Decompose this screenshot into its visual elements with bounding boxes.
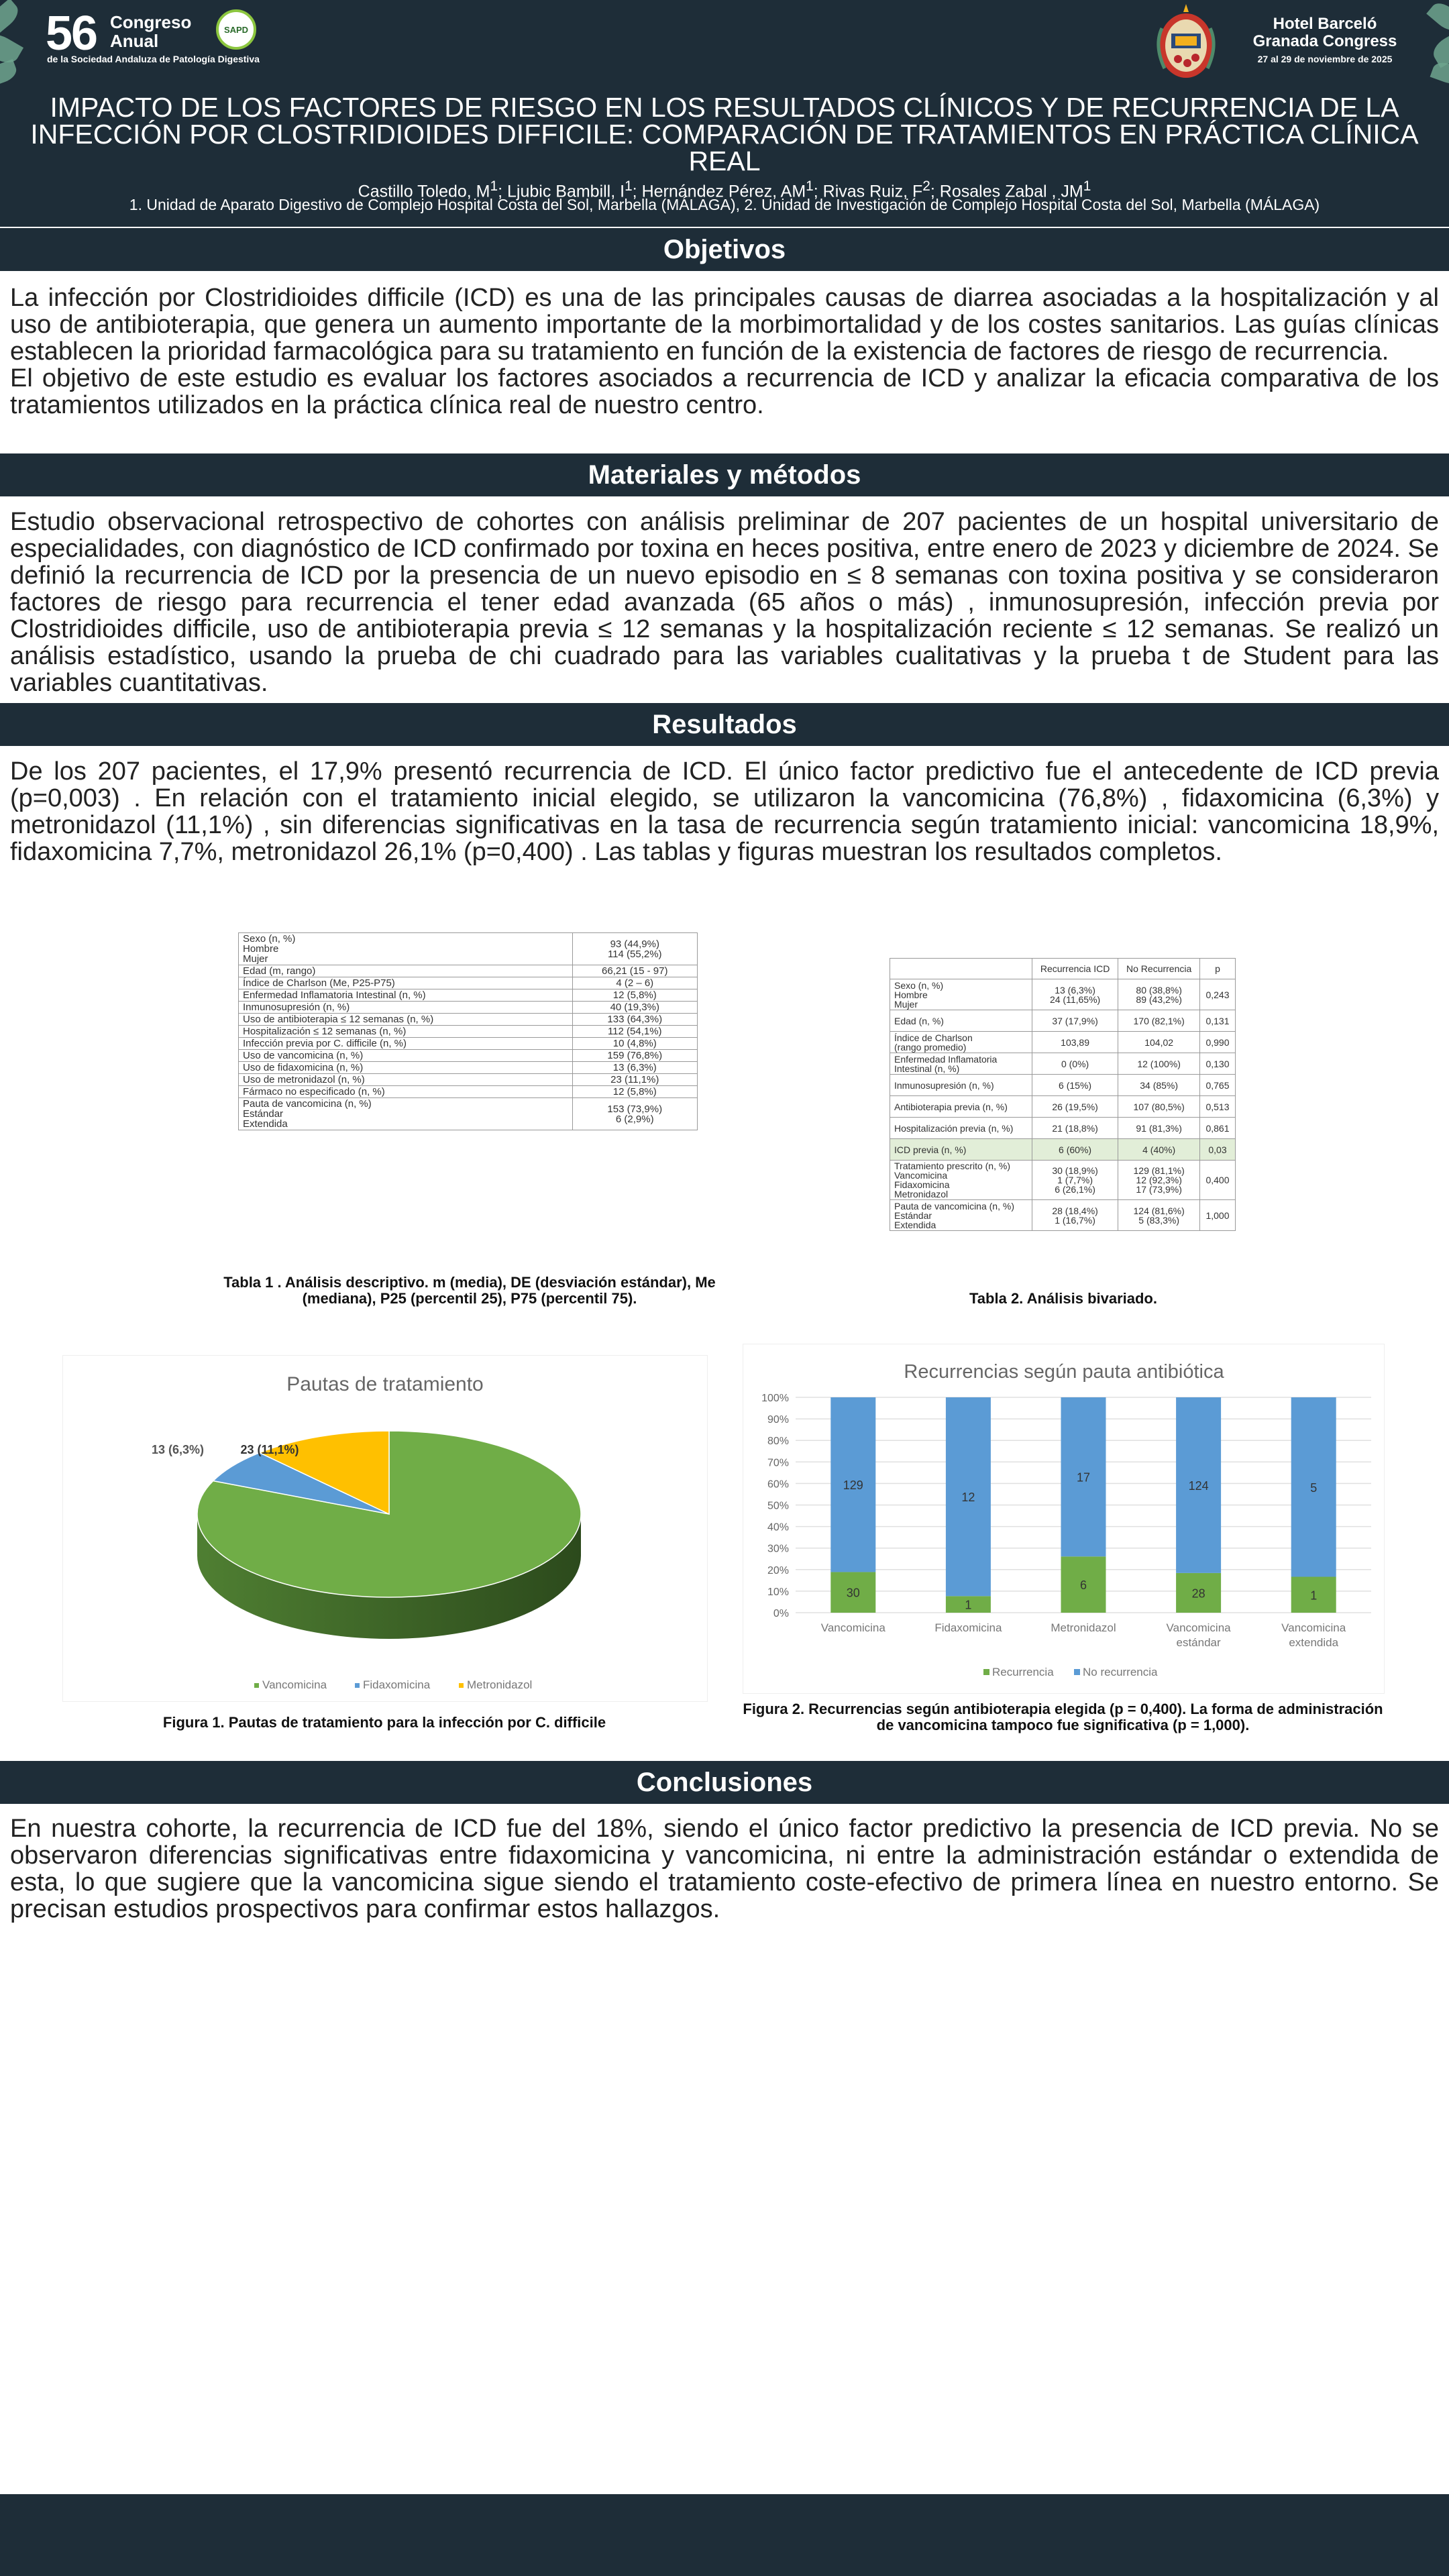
pie-data-label: 23 (11,1%) — [240, 1443, 299, 1456]
table-row — [890, 979, 1236, 1010]
table-row — [890, 1139, 1236, 1161]
table-cell: 37 (17,9%) — [1032, 1010, 1118, 1032]
sapd-logo-icon — [216, 9, 256, 50]
table-cell: 107 (80,5%) — [1118, 1096, 1200, 1118]
table-cell: Uso de vancomicina (n, %) — [239, 1050, 573, 1062]
table-cell: Inmunosupresión (n, %) — [890, 1075, 1032, 1096]
x-tick-label: Metronidazol — [1051, 1621, 1116, 1634]
author-affiliation: 1 — [806, 178, 814, 194]
y-tick-label: 50% — [767, 1500, 789, 1512]
bar-data-label: 1 — [1310, 1589, 1318, 1603]
pie-data-label: 159 (76,8%) — [580, 1566, 646, 1580]
granada-emblem-icon — [1148, 1, 1224, 80]
table-cell: 0,513 — [1199, 1096, 1235, 1118]
y-tick-label: 100% — [761, 1393, 789, 1404]
bar-data-label: 30 — [846, 1586, 860, 1600]
author: Hernández Pérez, AM — [641, 182, 806, 201]
bar-data-label: 129 — [843, 1479, 863, 1493]
poster-title: IMPACTO DE LOS FACTORES DE RIESGO EN LOS RESULTADOS CLÍNICOS Y DE RECURRENCIA DE LA INFECCIÓN POR CLOSTRIDIOIDES DIFFICILE: COMPARACIÓN DE TRATAMIENTOS EN PRÁCTICA CLÍNICA REAL — [30, 92, 1419, 176]
sapd-logo-text: SAPD — [223, 24, 249, 35]
congress-dates: 27 al 29 de noviembre de 2025 — [1257, 54, 1393, 64]
table-cell: Pauta de vancomicina (n, %) Estándar Extendida — [239, 1098, 573, 1130]
table-cell: 159 (76,8%) — [572, 1050, 697, 1062]
legend-swatch — [983, 1669, 989, 1675]
table-cell: 103,89 — [1032, 1032, 1118, 1053]
y-tick-label: 30% — [767, 1543, 789, 1555]
table-cell: 4 (40%) — [1118, 1139, 1200, 1161]
table-cell: Enfermedad Inflamatoria Intestinal (n, %) — [890, 1053, 1032, 1075]
table-cell: ICD previa (n, %) — [890, 1139, 1032, 1161]
x-tick-label: Vancomicina estándar — [1166, 1621, 1231, 1649]
table-row — [239, 1086, 698, 1098]
leaf-decoration-icon — [0, 0, 23, 36]
table-cell: 0,990 — [1199, 1032, 1235, 1053]
table-row — [890, 1200, 1236, 1231]
objetivos-paragraph-2: El objetivo de este estudio es evaluar los factores asociados a recurrencia de ICD y analizar la eficacia comparativa de los tratamientos utilizados en la práctica clínica real de nuestro centro. — [10, 364, 1439, 419]
pie-data-label: 13 (6,3%) — [151, 1443, 204, 1456]
legend-label: Fidaxomicina — [363, 1678, 431, 1691]
table-cell: 6 (15%) — [1032, 1075, 1118, 1096]
table-cell: Índice de Charlson (rango promedio) — [890, 1032, 1032, 1053]
author-affiliation: 1 — [1083, 178, 1091, 194]
table-row — [239, 933, 698, 965]
table-cell: 0,243 — [1199, 979, 1235, 1010]
table-cell: 1,000 — [1199, 1200, 1235, 1231]
table-cell: Enfermedad Inflamatoria Intestinal (n, %) — [239, 989, 573, 1002]
table-cell: 21 (18,8%) — [1032, 1118, 1118, 1139]
congress-word1: Congreso — [110, 12, 192, 32]
society-name: de la Sociedad Andaluza de Patología Digestiva — [47, 54, 260, 64]
table-row — [239, 1050, 698, 1062]
table-cell: 0,130 — [1199, 1053, 1235, 1075]
authors: Castillo Toledo, $M^1$; Ljubic Bambill, $I^1$; Hernández Pérez, $AM^1$; Rivas Ruiz, $F^2$; Rosales Zabal , $JM^1$ — [358, 178, 1091, 201]
legend-swatch — [254, 1683, 259, 1688]
table-cell: 153 (73,9%) 6 (2,9%) — [572, 1098, 697, 1130]
x-tick-label: Fidaxomicina — [934, 1621, 1002, 1634]
bar-data-label: 6 — [1079, 1578, 1087, 1593]
venue-line2: Granada Congress — [1252, 32, 1397, 50]
table-cell: Tratamiento prescrito (n, %) Vancomicina Fidaxomicina Metronidazol — [890, 1161, 1032, 1200]
table-row — [239, 1002, 698, 1014]
affiliations: 1. Unidad de Aparato Digestivo de Complejo Hospital Costa del Sol, Marbella (MÁLAGA), 2. Unidad de Investigación de Complejo Hospital Costa del Sol, Marbella (MÁLAGA) — [129, 196, 1320, 213]
legend-swatch — [1074, 1669, 1080, 1675]
table-cell: Uso de fidaxomicina (n, %) — [239, 1062, 573, 1074]
section-header-metodos: Materiales y métodos — [0, 453, 1449, 496]
table-row — [890, 1075, 1236, 1096]
table-cell: 10 (4,8%) — [572, 1038, 697, 1050]
table-cell: 12 (5,8%) — [572, 989, 697, 1002]
objetivos-paragraph-1: La infección por Clostridioides difficile (ICD) es una de las principales causas de diarrea asociadas a la hospitalización y al uso de antibioterapia, que genera un aumento importante de la morbimortalidad y de los costes sanitarios. Las guías clínicas establecen la prioridad farmacológica para su tratamiento en función de la existencia de factores de riesgo de recurrencia. — [10, 284, 1439, 366]
table-row — [890, 1118, 1236, 1139]
section-header-objetivos: Objetivos — [0, 228, 1449, 271]
poster-footer — [0, 2494, 1449, 2576]
table-cell: 124 (81,6%) 5 (83,3%) — [1118, 1200, 1200, 1231]
stacked-bar-chart — [743, 1344, 1384, 1693]
table-cell: 0,861 — [1199, 1118, 1235, 1139]
table-cell: 104,02 — [1118, 1032, 1200, 1053]
y-tick-label: 40% — [767, 1521, 789, 1534]
table-cell: 40 (19,3%) — [572, 1002, 697, 1014]
table-row — [890, 1096, 1236, 1118]
author: Ljubic Bambill, I — [507, 182, 625, 201]
y-tick-label: 0% — [773, 1608, 789, 1619]
resultados-text: De los 207 pacientes, el 17,9% presentó recurrencia de ICD. El único factor predictivo fue el antecedente de ICD previa (p=0,003) . En relación con el tratamiento inicial elegido, se utilizaron la vancomicina (76,8%) , fidaxomicina (6,3%) y metronidazol (11,1%) , sin diferencias significativas en la tasa de recurrencia según tratamiento inicial: vancomicina 18,9%, fidaxomicina 7,7%, metronidazol 26,1% (p=0,400) . Las tablas y figuras muestran los resultados completos. — [10, 757, 1439, 866]
venue-line1: Hotel Barceló — [1273, 15, 1377, 33]
legend-swatch — [459, 1683, 464, 1688]
bar-data-label: 124 — [1188, 1479, 1209, 1493]
leaf-decoration-icon — [1426, 0, 1449, 36]
column-header — [890, 959, 1032, 979]
table-cell: 129 (81,1%) 12 (92,3%) 17 (73,9%) — [1118, 1161, 1200, 1200]
author-affiliation: 1 — [625, 178, 633, 194]
table-cell: Sexo (n, %) Hombre Mujer — [890, 979, 1032, 1010]
y-tick-label: 60% — [767, 1479, 789, 1491]
y-tick-label: 70% — [767, 1457, 789, 1469]
leaf-decoration-icon — [1429, 30, 1449, 68]
poster-header — [0, 0, 1449, 227]
congress-number: 56 — [46, 7, 97, 60]
table-cell: 0,400 — [1199, 1161, 1235, 1200]
table-row — [239, 1098, 698, 1130]
leaf-decoration-icon — [1430, 59, 1449, 87]
author-affiliation: 2 — [922, 178, 930, 194]
table-cell: 93 (44,9%) 114 (55,2%) — [572, 933, 697, 965]
conclusiones-text: En nuestra cohorte, la recurrencia de ICD fue del 18%, siendo el único factor predictivo la presencia de ICD previa. No se observaron diferencias significativas entre fidaxomicina y vancomicina, ni entre la administración estándar o extendida de esta, lo que sugiere que la vancomicina sigue siendo el tratamiento coste-efectivo de primera línea en nuestro entorno. Se precisan estudios prospectivos para confirmar estos hallazgos. — [10, 1815, 1439, 1923]
figure-bar-chart — [743, 1344, 1385, 1694]
table-row — [890, 1161, 1236, 1200]
table-cell: Uso de metronidazol (n, %) — [239, 1074, 573, 1086]
figure1-caption: Figura 1. Pautas de tratamiento para la infección por C. difficile — [162, 1714, 606, 1731]
table-cell: 91 (81,3%) — [1118, 1118, 1200, 1139]
x-tick-label: Vancomicina — [820, 1621, 885, 1634]
chart-title: Recurrencias según pauta antibiótica — [904, 1361, 1224, 1383]
table-cell: Infección previa por C. difficile (n, %) — [239, 1038, 573, 1050]
table-cell: 0 (0%) — [1032, 1053, 1118, 1075]
bar-data-label: 5 — [1310, 1481, 1318, 1495]
y-tick-label: 10% — [767, 1586, 789, 1598]
table-cell: Sexo (n, %) Hombre Mujer — [239, 933, 573, 965]
table-cell: 133 (64,3%) — [572, 1014, 697, 1026]
table-cell: Índice de Charlson (Me, P25-P75) — [239, 977, 573, 989]
table-cell: Edad (n, %) — [890, 1010, 1032, 1032]
table-cell: 6 (60%) — [1032, 1139, 1118, 1161]
table-header-row — [890, 959, 1236, 979]
table-descriptive — [238, 932, 698, 1130]
author: Rosales Zabal , JM — [939, 182, 1083, 201]
column-header: p — [1199, 959, 1235, 979]
figure2-caption: Figura 2. Recurrencias según antibioterapia elegida (p = 0,400). La forma de administración de vancomicina tampoco fue significativa (p = 1,000). — [743, 1701, 1383, 1733]
section-header-conclusiones: Conclusiones — [0, 1761, 1449, 1804]
table-row — [239, 965, 698, 977]
legend-label: No recurrencia — [1083, 1666, 1158, 1678]
pie-chart — [63, 1356, 707, 1701]
table-cell: 0,131 — [1199, 1010, 1235, 1032]
table-cell: Pauta de vancomicina (n, %) Estándar Extendida — [890, 1200, 1032, 1231]
bar-data-label: 1 — [965, 1598, 972, 1612]
table-cell: 80 (38,8%) 89 (43,2%) — [1118, 979, 1200, 1010]
legend-swatch — [355, 1683, 360, 1688]
table-cell: 0,03 — [1199, 1139, 1235, 1161]
author: Rivas Ruiz, F — [822, 182, 923, 201]
figure-pie-chart — [62, 1355, 708, 1702]
y-tick-label: 80% — [767, 1436, 789, 1448]
table-cell: 23 (11,1%) — [572, 1074, 697, 1086]
table-row — [890, 1053, 1236, 1075]
table-cell: Hospitalización ≤ 12 semanas (n, %) — [239, 1026, 573, 1038]
objetivos-text — [10, 284, 1439, 419]
table2-caption: Tabla 2. Análisis bivariado. — [969, 1290, 1157, 1307]
table-cell: 12 (5,8%) — [572, 1086, 697, 1098]
table-cell: 30 (18,9%) 1 (7,7%) 6 (26,1%) — [1032, 1161, 1118, 1200]
table-cell: 13 (6,3%) — [572, 1062, 697, 1074]
table-cell: 170 (82,1%) — [1118, 1010, 1200, 1032]
y-tick-label: 90% — [767, 1414, 789, 1426]
table-cell: 34 (85%) — [1118, 1075, 1200, 1096]
leaf-decoration-icon — [0, 59, 19, 87]
table-cell: 112 (54,1%) — [572, 1026, 697, 1038]
table-row — [890, 1032, 1236, 1053]
section-header-resultados: Resultados — [0, 703, 1449, 746]
table1-caption: Tabla 1 . Análisis descriptivo. m (media), DE (desviación estándar), Me (mediana), P25 (percentil 25), P75 (percentil 75). — [223, 1274, 716, 1307]
table-cell: 28 (18,4%) 1 (16,7%) — [1032, 1200, 1118, 1231]
bar-data-label: 28 — [1191, 1587, 1205, 1601]
table-cell: Antibioterapia previa (n, %) — [890, 1096, 1032, 1118]
author: Castillo Toledo, M — [358, 182, 490, 201]
metodos-text: Estudio observacional retrospectivo de cohortes con análisis preliminar de 207 pacientes de un hospital universitario de especialidades, con diagnóstico de ICD confirmado por toxina en heces positiva, entre enero de 2023 y diciembre de 2024. Se definió la recurrencia de ICD por la presencia de un nuevo episodio en ≤ 8 semanas con toxina positiva y se consideraron factores de riesgo para recurrencia el tener edad avanzada (65 años o más) , inmunosupresión, infección previa por Clostridioides difficile, uso de antibioterapia previa ≤ 12 semanas y la hospitalización reciente ≤ 12 semanas. Se realizó un análisis estadístico, usando la prueba de chi cuadrado para las variables cualitativas y la prueba t de Student para las variables cuantitativas. — [10, 508, 1439, 697]
table-cell: Uso de antibioterapia ≤ 12 semanas (n, %) — [239, 1014, 573, 1026]
table-row — [239, 989, 698, 1002]
bar-data-label: 12 — [961, 1491, 975, 1505]
table-row — [890, 1010, 1236, 1032]
legend-label: Vancomicina — [262, 1678, 327, 1691]
y-tick-label: 20% — [767, 1564, 789, 1576]
column-header: Recurrencia ICD — [1032, 959, 1118, 979]
table-cell: Hospitalización previa (n, %) — [890, 1118, 1032, 1139]
table-cell: Inmunosupresión (n, %) — [239, 1002, 573, 1014]
table-row — [239, 1062, 698, 1074]
bar-data-label: 17 — [1076, 1470, 1091, 1485]
table-row — [239, 1014, 698, 1026]
column-header: No Recurrencia — [1118, 959, 1200, 979]
author-affiliation: 1 — [490, 178, 498, 194]
table-cell: 13 (6,3%) 24 (11,65%) — [1032, 979, 1118, 1010]
table-bivariate — [890, 958, 1236, 1231]
chart-title: Pautas de tratamiento — [286, 1373, 484, 1395]
table-cell: 66,21 (15 - 97) — [572, 965, 697, 977]
table-row — [239, 1074, 698, 1086]
table-cell: 26 (19,5%) — [1032, 1096, 1118, 1118]
table-cell: 4 (2 – 6) — [572, 977, 697, 989]
table-cell: 0,765 — [1199, 1075, 1235, 1096]
congress-word2: Anual — [110, 31, 159, 51]
table-row — [239, 1038, 698, 1050]
x-tick-label: Vancomicina extendida — [1281, 1621, 1346, 1649]
table-row — [239, 977, 698, 989]
table-cell: Edad (m, rango) — [239, 965, 573, 977]
table-cell: Fármaco no especificado (n, %) — [239, 1086, 573, 1098]
table-cell: 12 (100%) — [1118, 1053, 1200, 1075]
legend-label: Metronidazol — [467, 1678, 533, 1691]
legend-label: Recurrencia — [992, 1666, 1054, 1678]
table-row — [239, 1026, 698, 1038]
